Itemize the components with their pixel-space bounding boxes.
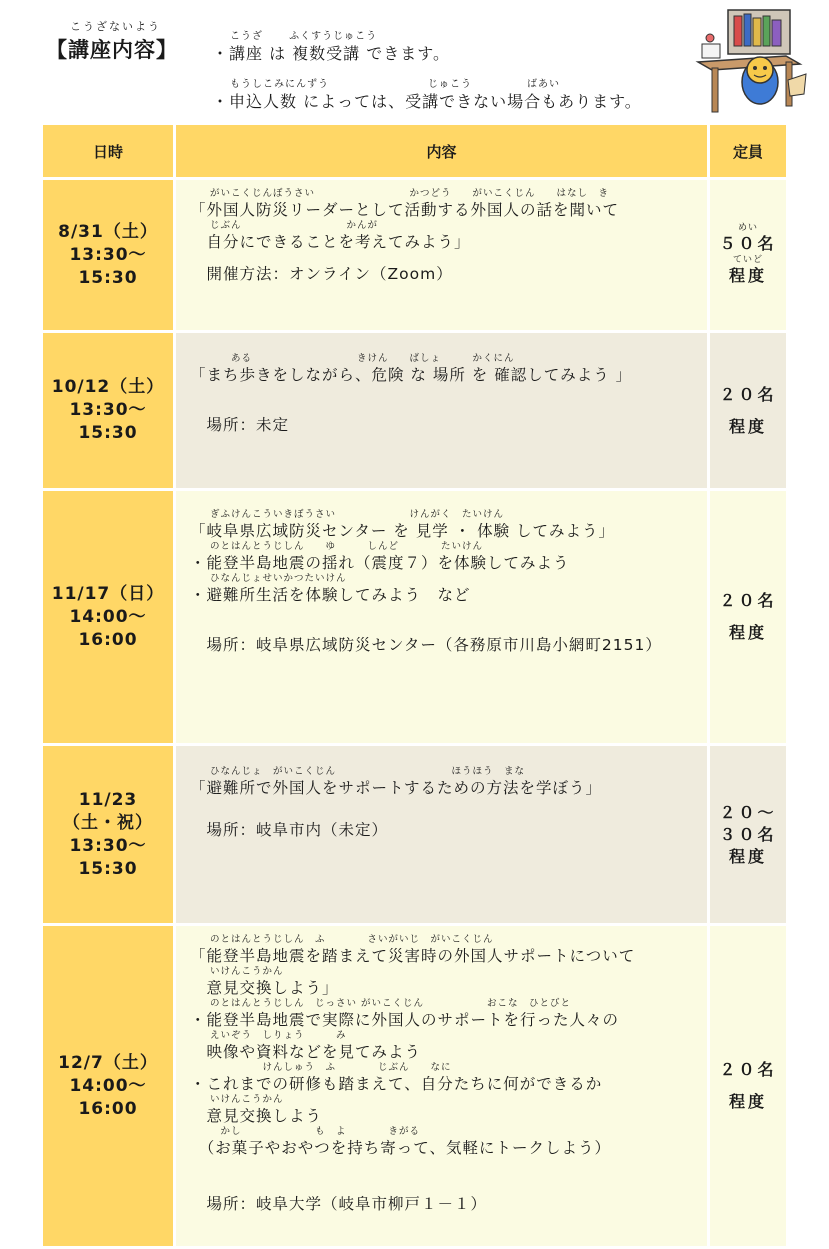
table-row xyxy=(43,491,786,743)
capacity-value: ２０名 xyxy=(719,591,777,610)
session-date xyxy=(43,491,173,743)
session-date xyxy=(43,180,173,330)
capacity-value: ２０名 xyxy=(719,384,777,404)
ruby-text: のとはんとうじしん ふ さいがいじ がいこくじん xyxy=(210,934,494,945)
date-weekday: （土・祝） xyxy=(63,812,153,833)
ruby-text: めい xyxy=(737,223,758,233)
time-start: 13:30～ xyxy=(69,244,147,265)
table-row xyxy=(43,926,786,1246)
ruby-text: ひなんじょせいかつたいけん xyxy=(210,573,347,584)
session-title-cont: 意見交換しよう」 xyxy=(190,979,339,997)
header-date: 日時 xyxy=(43,125,173,177)
ruby-text: がいこくじんぼうさい かつどう がいこくじん はなし き xyxy=(210,188,610,199)
session-activity: ・これまでの研修も踏まえて、自分たちに何ができるか xyxy=(190,1075,603,1093)
mascot-at-desk-illustration xyxy=(690,4,810,116)
session-content xyxy=(176,180,707,330)
capacity-value: ５０名 xyxy=(719,234,777,253)
capacity-note: 程度 xyxy=(728,416,767,436)
time-start: 14:00～ xyxy=(69,1075,147,1096)
ruby-text: いけんこうかん xyxy=(210,1094,284,1105)
title-ruby: こうざないよう xyxy=(70,20,161,33)
capacity-note: 程度 xyxy=(728,1092,767,1111)
ruby-text: いけんこうかん xyxy=(210,966,284,977)
session-activity: ・能登半島地震の揺れ（震度７）を体験してみよう xyxy=(190,554,570,572)
capacity-note: 程度 xyxy=(728,623,767,642)
header-content: 内容 xyxy=(176,125,707,177)
table-header-row xyxy=(43,125,786,177)
session-note: （お菓子やおやつを持ち寄って、気軽にトークしよう） xyxy=(190,1139,611,1157)
table-row xyxy=(43,333,786,488)
session-activity: ・避難所生活を体験してみよう など xyxy=(190,586,471,604)
session-title: 「まち歩きをしながら、危険 な 場所 を 確認してみよう 」 xyxy=(190,366,633,384)
session-content xyxy=(176,333,707,488)
ruby-text: のとはんとうじしん ゆ しんど たいけん xyxy=(210,541,484,552)
note-capacity-limit: ・申込人数 によっては、受講できない場合もあります。 xyxy=(212,92,642,111)
course-schedule-table xyxy=(40,122,789,1249)
session-title-cont: 自分にできることを考えてみよう」 xyxy=(190,233,471,251)
time-end: 15:30 xyxy=(78,267,138,288)
ruby-text: ぎふけんこういきぼうさい けんがく たいけん xyxy=(210,509,505,520)
capacity-note: 程度 xyxy=(728,266,767,285)
time-start: 13:30～ xyxy=(69,835,147,856)
session-capacity xyxy=(710,746,786,923)
date-line: 10/12（土） xyxy=(51,377,165,397)
session-activity-cont: 意見交換しよう xyxy=(190,1107,323,1125)
session-capacity xyxy=(710,333,786,488)
ruby-text: けんしゅう ふ じぶん なに xyxy=(210,1062,452,1073)
capacity-value-max: ３０名 xyxy=(719,824,777,844)
ruby-text: じぶん かんが xyxy=(210,220,379,231)
capacity-note: 程度 xyxy=(728,846,767,866)
session-content xyxy=(176,746,707,923)
date-line: 11/17（日） xyxy=(51,583,165,604)
page-title: 【講座内容】 xyxy=(46,38,178,62)
session-capacity xyxy=(710,491,786,743)
time-end: 16:00 xyxy=(78,1098,138,1119)
capacity-value: ２０～ xyxy=(719,802,777,822)
session-content xyxy=(176,491,707,743)
ruby-text: ある きけん ばしょ かくにん xyxy=(210,353,515,364)
note1-ruby: こうざ ふくすうじゅこう xyxy=(230,31,378,42)
note-multiple-courses: ・講座 は 複数受講 できます。 xyxy=(212,44,450,63)
date-line: 12/7（土） xyxy=(58,1052,158,1073)
ruby-text: えいぞう しりょう み xyxy=(210,1030,347,1041)
session-method: 開催方法：オンライン（Zoom） xyxy=(190,265,453,283)
header-capacity: 定員 xyxy=(710,125,786,177)
session-capacity xyxy=(710,926,786,1246)
ruby-text: かし も よ きがる xyxy=(210,1126,421,1137)
session-activity-cont: 映像や資料などを見てみよう xyxy=(190,1043,422,1061)
time-start: 14:00～ xyxy=(69,606,147,627)
session-location: 場所：未定 xyxy=(190,416,290,434)
table-row xyxy=(43,746,786,923)
session-location: 場所：岐阜県広域防災センター（各務原市川島小網町2151） xyxy=(190,636,662,654)
time-end: 15:30 xyxy=(78,423,138,443)
ruby-text: ていど xyxy=(732,255,763,265)
session-location: 場所：岐阜大学（岐阜市柳戸１－１） xyxy=(190,1195,488,1213)
session-content xyxy=(176,926,707,1246)
session-date xyxy=(43,926,173,1246)
session-capacity xyxy=(710,180,786,330)
session-title: 「岐阜県広域防災センター を 見学 ・ 体験 してみよう」 xyxy=(190,522,616,540)
date-line: 11/23 xyxy=(78,789,138,810)
table-row xyxy=(43,180,786,330)
date-line: 8/31（土） xyxy=(58,221,158,242)
ruby-text: ひなんじょ がいこくじん ほうほう まな xyxy=(210,766,526,777)
session-title: 「外国人防災リーダーとして活動する外国人の話を聞いて xyxy=(190,201,620,219)
time-end: 16:00 xyxy=(78,629,138,650)
time-start: 13:30～ xyxy=(69,400,147,420)
capacity-value: ２０名 xyxy=(719,1060,777,1079)
session-activity: ・能登半島地震で実際に外国人のサポートを行った人々の xyxy=(190,1011,620,1029)
session-title: 「避難所で外国人をサポートするための方法を学ぼう」 xyxy=(190,779,603,797)
time-end: 15:30 xyxy=(78,858,138,879)
session-location: 場所：岐阜市内（未定） xyxy=(190,821,389,839)
page-header xyxy=(0,0,829,120)
session-date xyxy=(43,333,173,488)
note2-ruby: もうしこみにんずう じゅこう ばあい xyxy=(230,79,560,90)
ruby-text: のとはんとうじしん じっさい がいこくじん おこな ひとびと xyxy=(210,998,572,1009)
session-title: 「能登半島地震を踏まえて災害時の外国人サポートについて xyxy=(190,947,636,965)
session-date xyxy=(43,746,173,923)
